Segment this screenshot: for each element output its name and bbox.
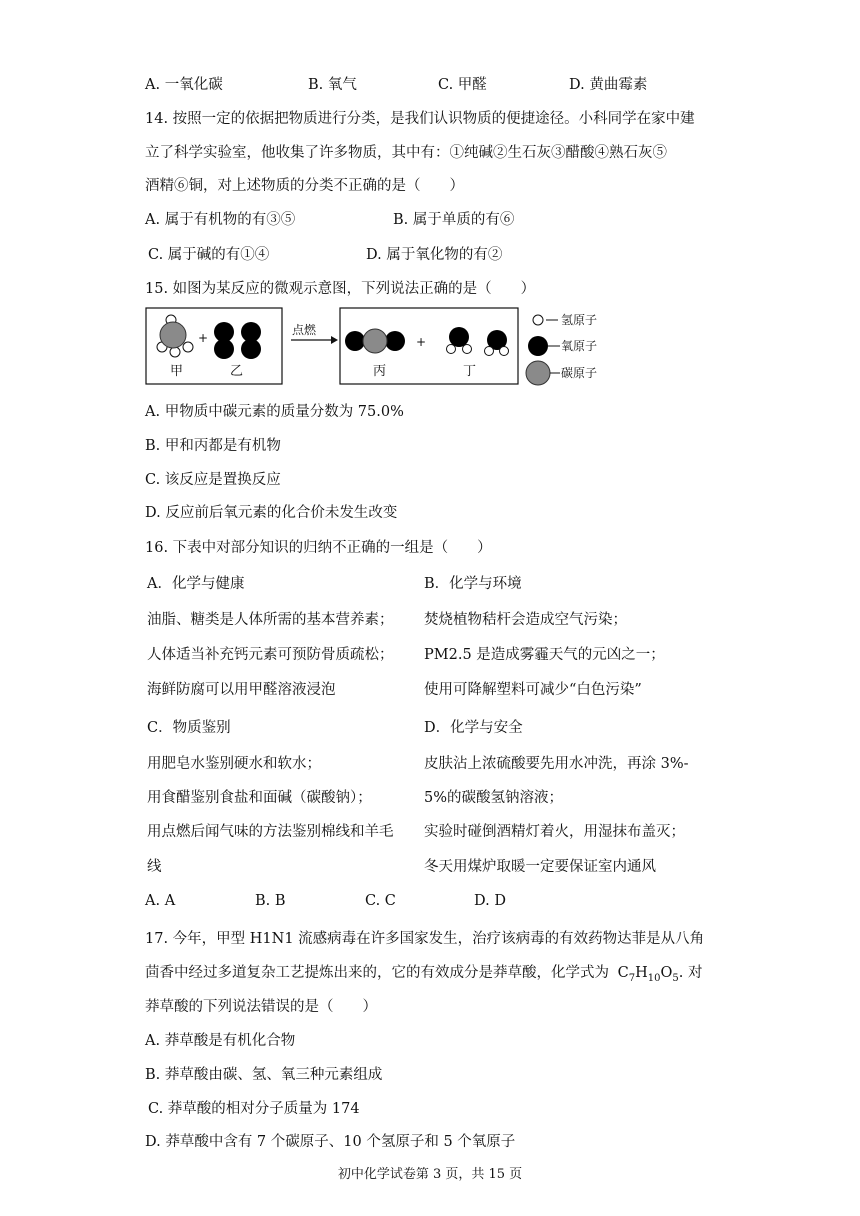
q14-stem-line-2: 立了科学实验室，他收集了许多物质，其中有：①纯碱②生石灰③醋酸④熟石灰⑤ — [145, 145, 667, 161]
q13-option-d: D. 黄曲霉素 — [569, 77, 648, 93]
legend-oxygen — [528, 336, 597, 356]
plus-sign-1: + — [198, 331, 209, 345]
table-cell-c-line-4: 线 — [147, 859, 162, 875]
q17-stem-line-2-text: 茴香中经过多道复杂工艺提炼出来的，它的有效成分是莽草酸，化学式为 — [145, 965, 609, 981]
table-cell-d-head: D．化学与安全 — [424, 720, 523, 736]
table-cell-c-line-2: 用食醋鉴别食盐和面碱（碳酸钠）； — [147, 790, 372, 806]
legend-hydrogen-label: 氢原子 — [561, 313, 598, 327]
q17-option-a: A. 莽草酸是有机化合物 — [145, 1033, 296, 1049]
legend-carbon — [526, 361, 597, 385]
q14-option-a: A. 属于有机物的有③⑤ — [145, 212, 296, 228]
table-cell-c-line-3: 用点燃后闻气味的方法鉴别棉线和羊毛 — [147, 824, 394, 840]
q14-option-c: C. 属于碱的有①④ — [148, 247, 270, 263]
oxygen-molecule-icon — [214, 322, 234, 359]
plus-sign-2: + — [416, 335, 427, 349]
q16-option-d: D. D — [474, 893, 506, 909]
q17-option-c: C. 莽草酸的相对分子质量为 174 — [148, 1101, 360, 1117]
q14-stem-line-1: 14. 按照一定的依据把物质进行分类，是我们认识物质的便捷途径。小科同学在家中建 — [145, 111, 695, 127]
table-cell-d-line-1: 皮肤沾上浓硫酸要先用水冲洗，再涂 3%- — [424, 756, 689, 772]
label-ding: 丁 — [463, 364, 477, 379]
table-cell-d-line-4: 冬天用煤炉取暖一定要保证室内通风 — [424, 859, 656, 875]
q14-option-d: D. 属于氧化物的有② — [366, 247, 503, 263]
q16-option-b: B. B — [255, 893, 286, 909]
q14-stem-line-3: 酒精⑥铜，对上述物质的分类不正确的是（ ） — [145, 178, 464, 194]
table-cell-d-line-3: 实验时碰倒酒精灯着火，用湿抹布盖灭； — [424, 824, 685, 840]
legend-carbon-label: 碳原子 — [561, 366, 598, 380]
q16-option-c: C. C — [365, 893, 396, 909]
arrow-head-icon — [331, 336, 338, 344]
q17-stem-line-3: 莽草酸的下列说法错误的是（ ） — [145, 999, 377, 1015]
q13-option-b: B. 氧气 — [308, 77, 357, 93]
legend-oxygen-label: 氧原子 — [561, 339, 598, 353]
table-cell-b-line-3: 使用可降解塑料可减少“白色污染” — [424, 682, 642, 698]
label-yi: 乙 — [230, 364, 244, 379]
table-cell-a-head: A．化学与健康 — [147, 576, 245, 592]
page-footer: 初中化学试卷第 3 页，共 15 页 — [337, 1167, 523, 1182]
q15-option-b: B. 甲和丙都是有机物 — [145, 438, 281, 454]
q17-option-b: B. 莽草酸由碳、氢、氧三种元素组成 — [145, 1067, 383, 1083]
arrow-label: 点燃 — [292, 323, 317, 337]
table-cell-d-line-2: 5%的碳酸氢钠溶液； — [424, 790, 564, 806]
formula: $C_7H_{10}O_5$ — [617, 965, 679, 984]
table-cell-c-line-1: 用肥皂水鉴别硬水和软水； — [147, 756, 321, 772]
q17-option-d: D. 莽草酸中含有 7 个碳原子、10 个氢原子和 5 个氧原子 — [145, 1134, 516, 1150]
q17-stem-line-2 — [145, 961, 702, 984]
q17-stem-line-2-tail: . 对 — [678, 965, 703, 981]
q15-option-c: C. 该反应是置换反应 — [145, 472, 281, 488]
table-cell-a-line-2: 人体适当补充钙元素可预防骨质疏松； — [147, 647, 394, 663]
legend-hydrogen — [533, 313, 597, 327]
q14-option-b: B. 属于单质的有⑥ — [393, 212, 515, 228]
table-cell-b-line-2: PM2.5 是造成雾霾天气的元凶之一； — [424, 647, 665, 663]
oxygen-molecule-icon-2 — [241, 322, 261, 359]
q16-stem: 16. 下表中对部分知识的归纳不正确的一组是（ ） — [145, 540, 492, 556]
q13-option-a: A. 一氧化碳 — [145, 77, 223, 93]
q15-stem: 15. 如图为某反应的微观示意图，下列说法正确的是（ ） — [145, 281, 536, 297]
q15-option-d: D. 反应前后氧元素的化合价未发生改变 — [145, 505, 398, 521]
q17-stem-line-1: 17. 今年，甲型 H1N1 流感病毒在许多国家发生，治疗该病毒的有效药物达菲是从八角 — [145, 931, 705, 947]
methane-molecule-icon — [157, 315, 193, 357]
q15-option-a: A. 甲物质中碳元素的质量分数为 75.0% — [145, 404, 404, 420]
q13-option-c: C. 甲醛 — [438, 77, 487, 93]
table-cell-c-head: C．物质鉴别 — [147, 720, 231, 736]
carbon-dioxide-molecule-icon — [345, 329, 405, 353]
water-molecule-icon — [447, 327, 472, 354]
water-molecule-icon-2 — [485, 330, 509, 356]
q16-option-a: A. A — [145, 893, 176, 909]
label-jia: 甲 — [170, 364, 184, 379]
table-cell-a-line-1: 油脂、糖类是人体所需的基本营养素； — [147, 612, 394, 628]
label-bing: 丙 — [373, 364, 387, 379]
reaction-diagram — [140, 304, 620, 390]
table-cell-b-head: B．化学与环境 — [424, 576, 522, 592]
table-cell-a-line-3: 海鲜防腐可以用甲醛溶液浸泡 — [147, 682, 336, 698]
table-cell-b-line-1: 焚烧植物秸杆会造成空气污染； — [424, 612, 627, 628]
